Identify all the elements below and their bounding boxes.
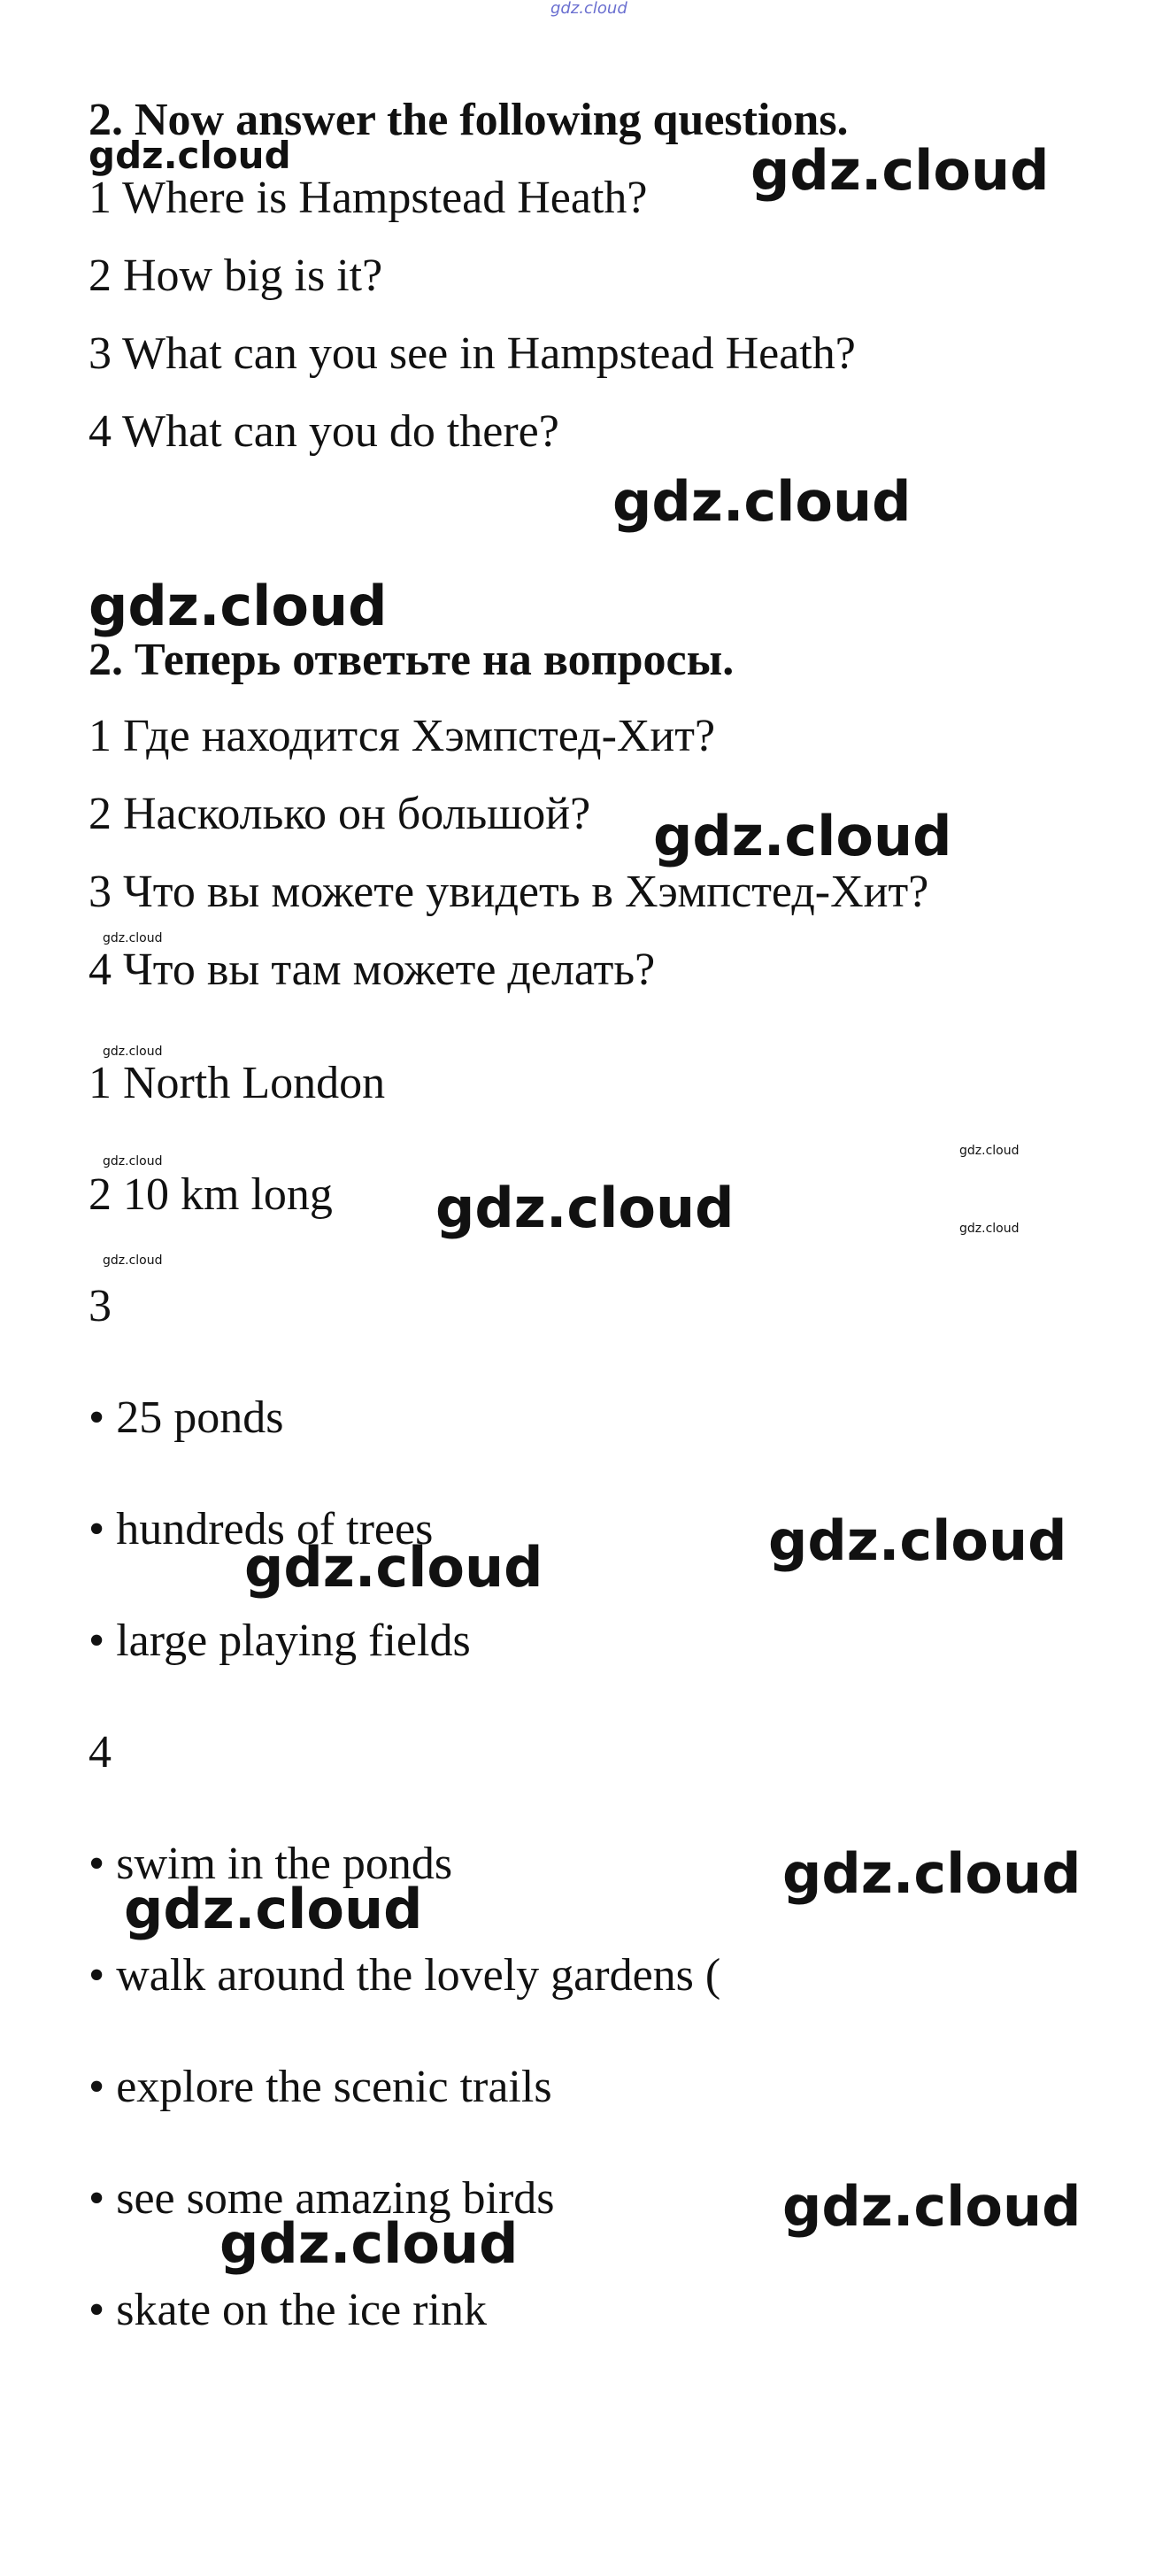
watermark: gdz.cloud [750, 138, 1050, 203]
questions-ru-title: 2. Теперь ответьте на вопросы. [89, 635, 735, 685]
watermark: gdz.cloud [244, 1535, 543, 1600]
answer-1: 1 North London [89, 1058, 386, 1108]
question-en-4: 4 What can you do there? [89, 406, 559, 457]
watermark: gdz.cloud [653, 804, 952, 868]
watermark: gdz.cloud [768, 1508, 1067, 1573]
watermark: gdz.cloud [782, 2174, 1081, 2239]
watermark-small: gdz.cloud [103, 1154, 163, 1168]
watermark: gdz.cloud [219, 2211, 519, 2276]
watermark-small: gdz.cloud [959, 1144, 1020, 1158]
answer-3-item-2: • hundreds of trees [89, 1504, 434, 1554]
question-en-3: 3 What can you see in Hampstead Heath? [89, 328, 856, 379]
question-en-1: 1 Where is Hampstead Heath? [89, 173, 648, 223]
watermark-top: gdz.cloud [550, 0, 627, 18]
answer-4-item-5: • skate on the ice rink [89, 2285, 487, 2335]
question-en-2: 2 How big is it? [89, 251, 383, 301]
watermark-small: gdz.cloud [103, 1045, 163, 1059]
watermark: gdz.cloud [612, 469, 912, 534]
question-ru-1: 1 Где находится Хэмпстед-Хит? [89, 711, 716, 761]
watermark-small: gdz.cloud [103, 931, 163, 945]
answer-4-item-2: • walk around the lovely gardens ( [89, 1950, 721, 2001]
watermark: gdz.cloud [435, 1176, 735, 1240]
watermark: gdz.cloud [89, 134, 291, 177]
answer-4-item-4: • see some amazing birds [89, 2173, 555, 2224]
answer-3-item-3: • large playing fields [89, 1616, 471, 1666]
question-ru-2: 2 Насколько он большой? [89, 789, 591, 839]
watermark-small: gdz.cloud [103, 1253, 163, 1268]
answer-4-label: 4 [89, 1727, 112, 1778]
answer-2: 2 10 km long [89, 1169, 333, 1220]
question-ru-3: 3 Что вы можете увидеть в Хэмпстед-Хит? [89, 867, 929, 917]
watermark: gdz.cloud [89, 574, 388, 638]
answer-3-label: 3 [89, 1281, 112, 1331]
watermark: gdz.cloud [782, 1841, 1081, 1906]
answer-4-item-1: • swim in the ponds [89, 1839, 453, 1889]
questions-en-title: 2. Now answer the following questions. [89, 95, 849, 145]
watermark-small: gdz.cloud [959, 1222, 1020, 1236]
answer-4-item-3: • explore the scenic trails [89, 2062, 552, 2112]
watermark: gdz.cloud [124, 1877, 423, 1941]
answer-3-item-1: • 25 ponds [89, 1392, 284, 1443]
question-ru-4: 4 Что вы там можете делать? [89, 945, 656, 995]
